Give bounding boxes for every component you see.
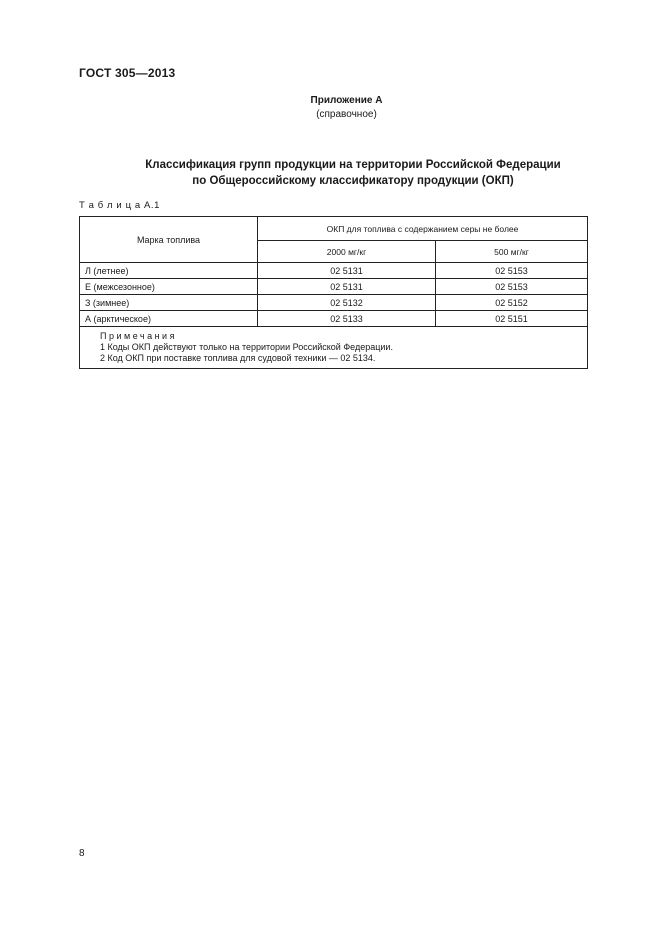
cell-500: 02 5153 bbox=[436, 263, 588, 279]
section-title-line2: по Общероссийскому классификатору продукции (ОКП) bbox=[192, 175, 514, 187]
cell-2000: 02 5133 bbox=[258, 311, 436, 327]
table-notes bbox=[80, 327, 588, 369]
document-code: ГОСТ 305—2013 bbox=[79, 66, 176, 80]
cell-2000: 02 5131 bbox=[258, 279, 436, 295]
cell-grade: З (зимнее) bbox=[80, 295, 258, 311]
cell-2000: 02 5131 bbox=[258, 263, 436, 279]
section-title-line1: Классификация групп продукции на территории Российской Федерации bbox=[145, 159, 561, 171]
table-row bbox=[80, 263, 588, 279]
table-notes-row bbox=[80, 327, 588, 369]
header-500: 500 мг/кг bbox=[436, 241, 588, 263]
notes-title: Примечания bbox=[100, 331, 177, 341]
appendix-heading bbox=[0, 94, 661, 122]
cell-500: 02 5152 bbox=[436, 295, 588, 311]
cell-grade: Л (летнее) bbox=[80, 263, 258, 279]
cell-grade: А (арктическое) bbox=[80, 311, 258, 327]
okp-table bbox=[79, 216, 588, 369]
header-fuel-grade: Марка топлива bbox=[80, 217, 258, 263]
table-header-row bbox=[80, 217, 588, 241]
table-row bbox=[80, 295, 588, 311]
section-title bbox=[0, 157, 661, 189]
cell-500: 02 5153 bbox=[436, 279, 588, 295]
note-item: 1 Коды ОКП действуют только на территории Российской Федерации. bbox=[100, 342, 393, 352]
cell-500: 02 5151 bbox=[436, 311, 588, 327]
header-okp-group: ОКП для топлива с содержанием серы не более bbox=[258, 217, 588, 241]
table-row bbox=[80, 279, 588, 295]
cell-2000: 02 5132 bbox=[258, 295, 436, 311]
page-number: 8 bbox=[79, 848, 85, 859]
header-2000: 2000 мг/кг bbox=[258, 241, 436, 263]
cell-grade: Е (межсезонное) bbox=[80, 279, 258, 295]
table-caption: Т а б л и ц а А.1 bbox=[79, 200, 161, 211]
note-item: 2 Код ОКП при поставке топлива для судовой техники — 02 5134. bbox=[100, 353, 376, 363]
appendix-title: Приложение А bbox=[310, 95, 383, 106]
table-row bbox=[80, 311, 588, 327]
appendix-subtitle: (справочное) bbox=[316, 109, 377, 120]
